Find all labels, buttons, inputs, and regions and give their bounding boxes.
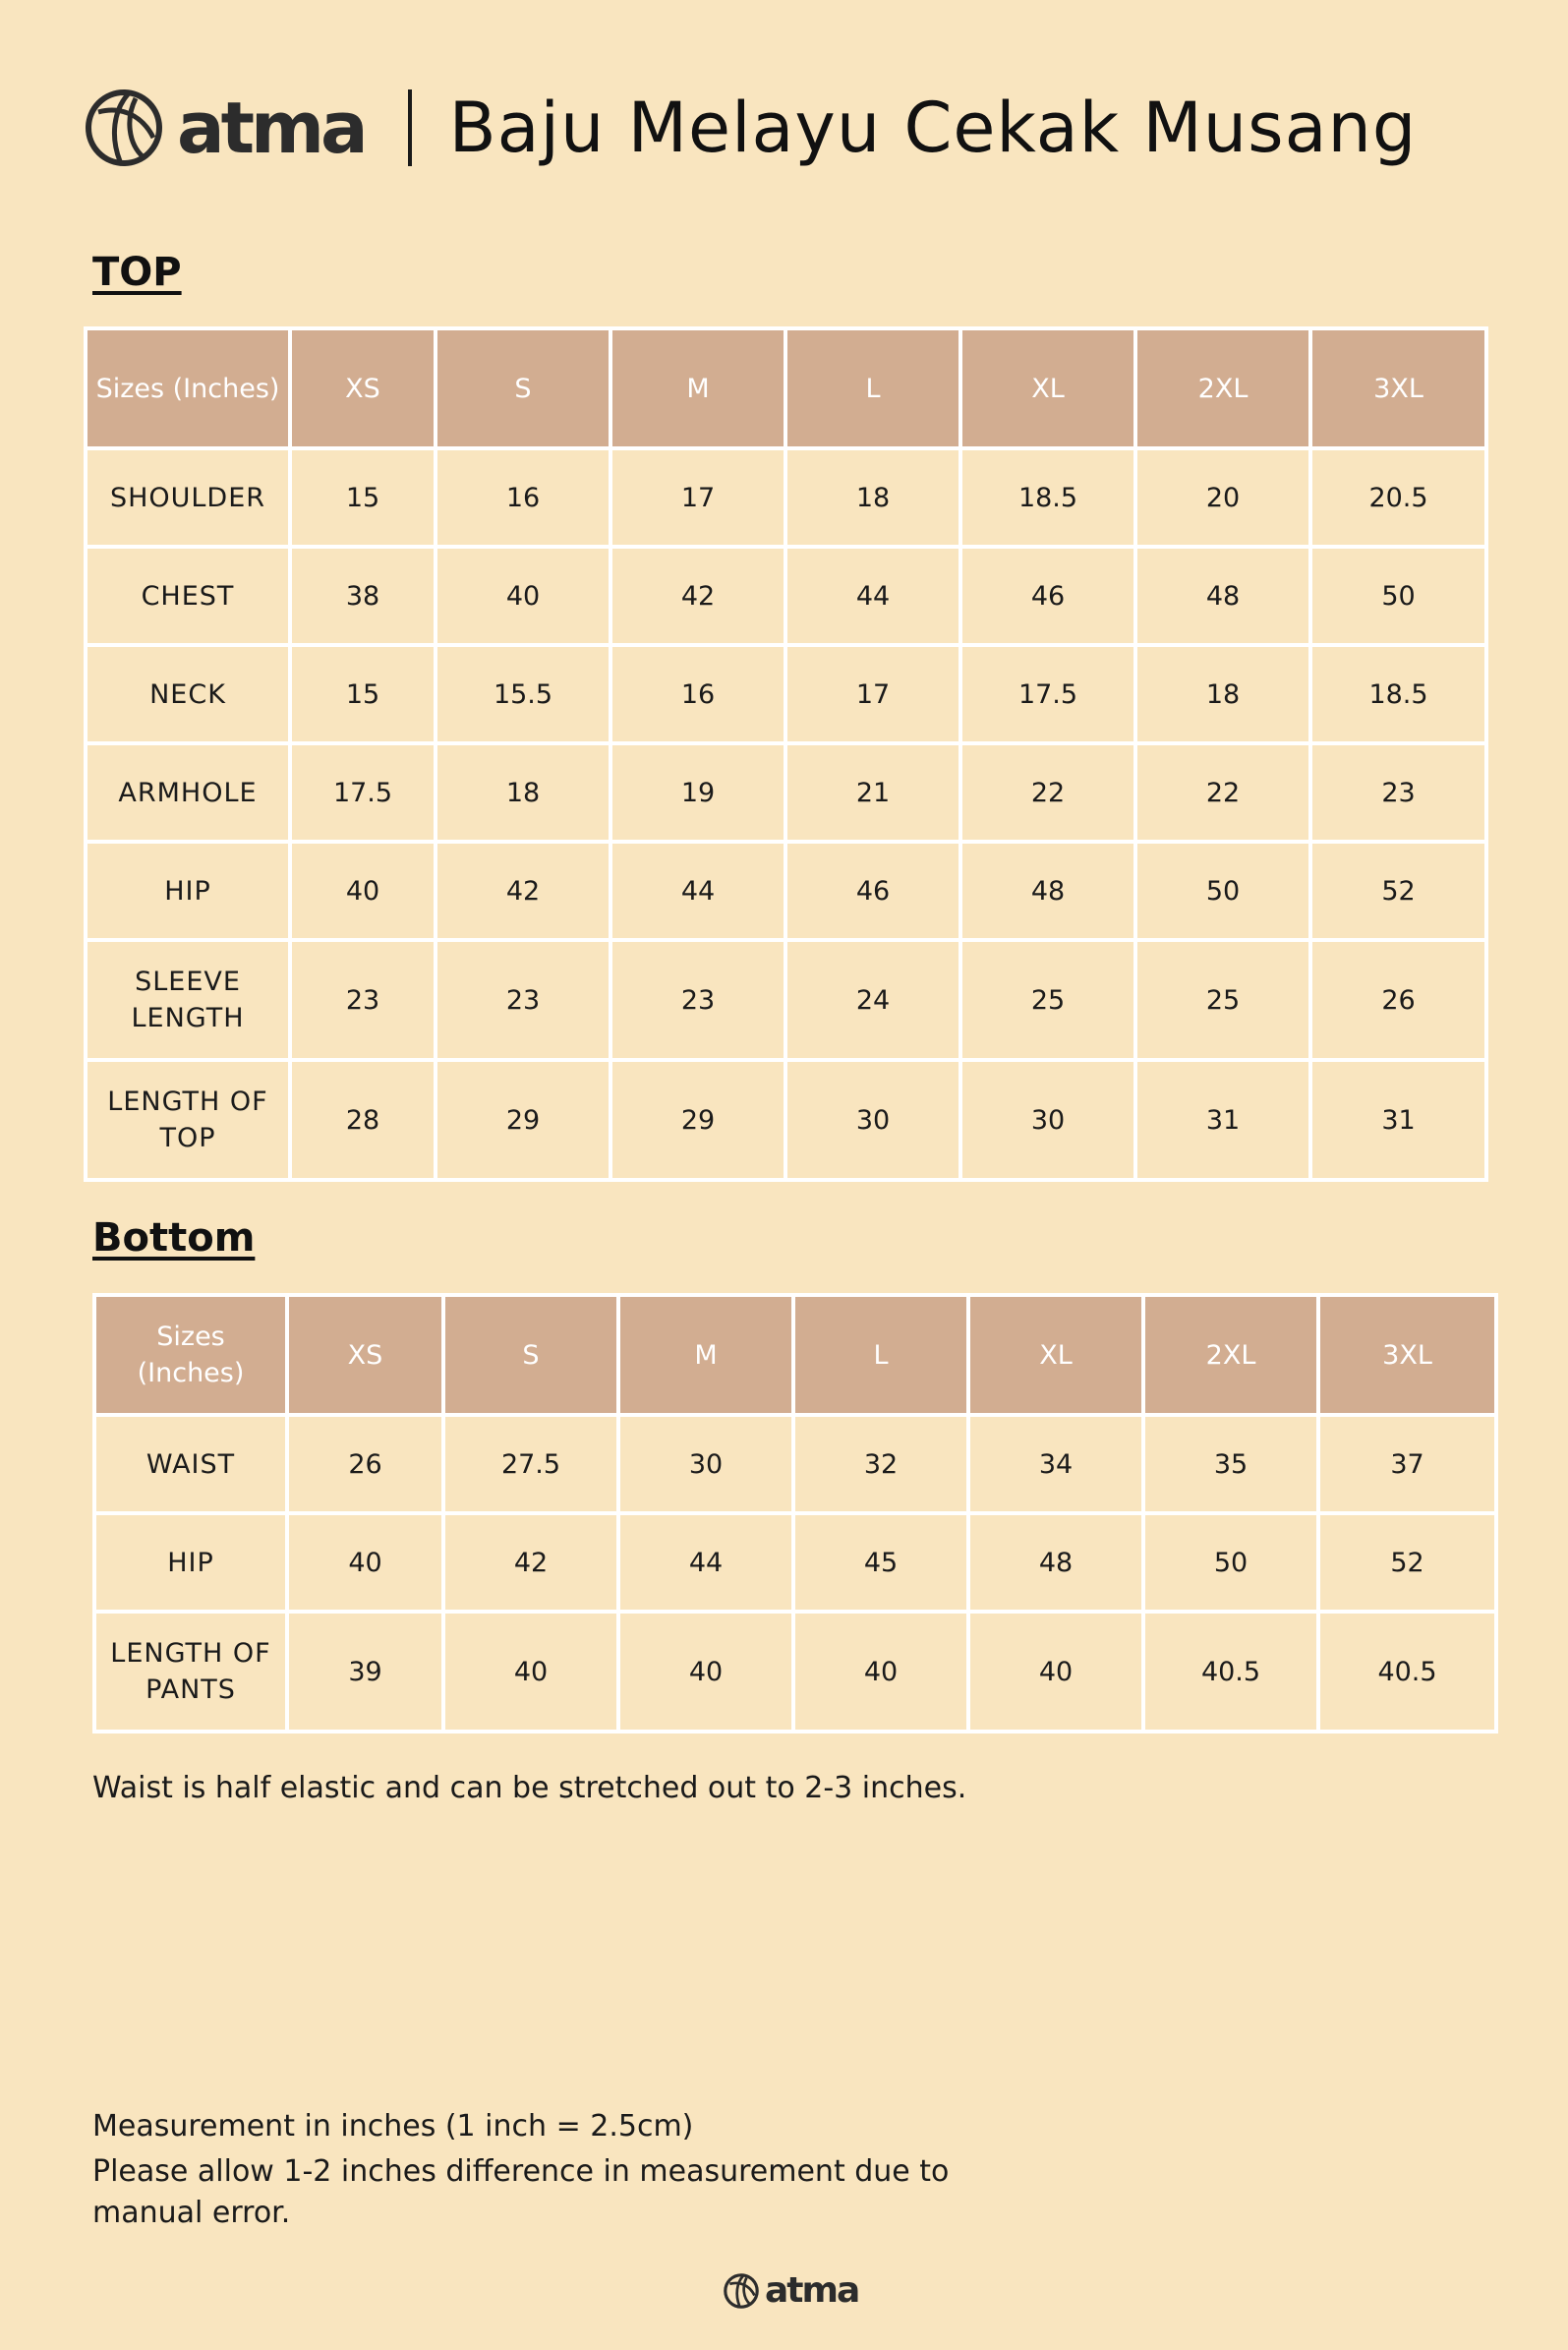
measurement-value: 50 xyxy=(1135,842,1310,940)
measurement-value: 16 xyxy=(610,645,785,743)
measurement-value: 17.5 xyxy=(290,743,436,842)
table-row xyxy=(94,1513,1496,1612)
size-header: XL xyxy=(968,1295,1143,1415)
bottom-section-heading: Bottom xyxy=(92,1215,256,1261)
measurement-label: HIP xyxy=(94,1513,287,1612)
sizes-header: Sizes (Inches) xyxy=(86,328,290,448)
measurement-value: 40.5 xyxy=(1143,1612,1318,1732)
measurement-value: 40 xyxy=(793,1612,968,1732)
measurement-value: 50 xyxy=(1310,547,1486,645)
measurement-value: 35 xyxy=(1143,1415,1318,1513)
size-header: M xyxy=(618,1295,793,1415)
size-header: L xyxy=(785,328,960,448)
measurement-value: 18 xyxy=(1135,645,1310,743)
measurement-value: 25 xyxy=(960,940,1135,1060)
measurement-value: 17.5 xyxy=(960,645,1135,743)
table-row xyxy=(86,743,1486,842)
measurement-value: 40 xyxy=(287,1513,443,1612)
measurement-note: Measurement in inches (1 inch = 2.5cm) xyxy=(92,2109,694,2144)
table-row xyxy=(94,1415,1496,1513)
bottom-size-table xyxy=(92,1293,1498,1733)
measurement-value: 20 xyxy=(1135,448,1310,547)
measurement-value: 30 xyxy=(618,1415,793,1513)
measurement-label: HIP xyxy=(86,842,290,940)
size-header: 2XL xyxy=(1135,328,1310,448)
brand-wordmark: atma xyxy=(177,87,365,169)
measurement-value: 48 xyxy=(1135,547,1310,645)
table-row xyxy=(86,940,1486,1060)
measurement-value: 40 xyxy=(443,1612,618,1732)
footer-wordmark: atma xyxy=(765,2270,859,2311)
brand-logo xyxy=(85,88,365,167)
measurement-label: LENGTH OF PANTS xyxy=(94,1612,287,1732)
measurement-value: 37 xyxy=(1318,1415,1496,1513)
measurement-value: 22 xyxy=(1135,743,1310,842)
measurement-value: 17 xyxy=(610,448,785,547)
atma-ball-icon xyxy=(85,88,163,167)
size-header: 3XL xyxy=(1318,1295,1496,1415)
measurement-label: LENGTH OF TOP xyxy=(86,1060,290,1180)
measurement-value: 26 xyxy=(1310,940,1486,1060)
measurement-value: 18 xyxy=(785,448,960,547)
measurement-value: 29 xyxy=(610,1060,785,1180)
measurement-value: 28 xyxy=(290,1060,436,1180)
size-header: XL xyxy=(960,328,1135,448)
measurement-value: 23 xyxy=(290,940,436,1060)
measurement-label: NECK xyxy=(86,645,290,743)
measurement-value: 25 xyxy=(1135,940,1310,1060)
measurement-value: 31 xyxy=(1310,1060,1486,1180)
size-header: M xyxy=(610,328,785,448)
measurement-value: 30 xyxy=(785,1060,960,1180)
page-title: Baju Melayu Cekak Musang xyxy=(448,88,1418,168)
header-divider xyxy=(408,89,412,166)
measurement-value: 42 xyxy=(436,842,610,940)
size-header: 2XL xyxy=(1143,1295,1318,1415)
measurement-value: 23 xyxy=(436,940,610,1060)
top-size-table xyxy=(84,326,1488,1182)
measurement-value: 44 xyxy=(618,1513,793,1612)
measurement-value: 26 xyxy=(287,1415,443,1513)
table-row xyxy=(86,448,1486,547)
measurement-label: SHOULDER xyxy=(86,448,290,547)
measurement-value: 44 xyxy=(785,547,960,645)
measurement-value: 40 xyxy=(436,547,610,645)
measurement-value: 23 xyxy=(610,940,785,1060)
measurement-value: 40 xyxy=(618,1612,793,1732)
measurement-value: 20.5 xyxy=(1310,448,1486,547)
measurement-value: 22 xyxy=(960,743,1135,842)
measurement-value: 44 xyxy=(610,842,785,940)
sizes-header: Sizes (Inches) xyxy=(94,1295,287,1415)
measurement-value: 48 xyxy=(968,1513,1143,1612)
table-row xyxy=(86,547,1486,645)
table-row xyxy=(86,842,1486,940)
measurement-value: 48 xyxy=(960,842,1135,940)
measurement-value: 16 xyxy=(436,448,610,547)
measurement-value: 18.5 xyxy=(960,448,1135,547)
measurement-value: 40 xyxy=(290,842,436,940)
measurement-value: 40.5 xyxy=(1318,1612,1496,1732)
measurement-value: 23 xyxy=(1310,743,1486,842)
measurement-value: 52 xyxy=(1310,842,1486,940)
size-header: XS xyxy=(287,1295,443,1415)
measurement-value: 15.5 xyxy=(436,645,610,743)
measurement-value: 27.5 xyxy=(443,1415,618,1513)
measurement-value: 19 xyxy=(610,743,785,842)
table-row xyxy=(86,1060,1486,1180)
top-table-header-row xyxy=(86,328,1486,448)
measurement-label: SLEEVE LENGTH xyxy=(86,940,290,1060)
measurement-value: 21 xyxy=(785,743,960,842)
size-header: S xyxy=(436,328,610,448)
measurement-value: 45 xyxy=(793,1513,968,1612)
measurement-value: 52 xyxy=(1318,1513,1496,1612)
measurement-value: 46 xyxy=(785,842,960,940)
measurement-label: CHEST xyxy=(86,547,290,645)
atma-ball-icon xyxy=(724,2273,759,2309)
measurement-value: 18 xyxy=(436,743,610,842)
measurement-label: ARMHOLE xyxy=(86,743,290,842)
measurement-value: 31 xyxy=(1135,1060,1310,1180)
size-header: XS xyxy=(290,328,436,448)
size-header: L xyxy=(793,1295,968,1415)
allowance-note: Please allow 1-2 inches difference in measurement due to manual error. xyxy=(92,2154,950,2230)
top-section-heading: TOP xyxy=(92,250,182,295)
measurement-value: 30 xyxy=(960,1060,1135,1180)
waist-note: Waist is half elastic and can be stretched out to 2-3 inches. xyxy=(92,1771,967,1805)
bottom-table-header-row xyxy=(94,1295,1496,1415)
measurement-value: 38 xyxy=(290,547,436,645)
measurement-value: 46 xyxy=(960,547,1135,645)
measurement-value: 34 xyxy=(968,1415,1143,1513)
table-row xyxy=(94,1612,1496,1732)
measurement-value: 15 xyxy=(290,645,436,743)
page-header xyxy=(85,81,1481,175)
measurement-value: 17 xyxy=(785,645,960,743)
footer-logo xyxy=(724,2270,859,2311)
measurement-value: 50 xyxy=(1143,1513,1318,1612)
measurement-value: 40 xyxy=(968,1612,1143,1732)
measurement-label: WAIST xyxy=(94,1415,287,1513)
measurement-value: 15 xyxy=(290,448,436,547)
size-header: 3XL xyxy=(1310,328,1486,448)
measurement-value: 42 xyxy=(443,1513,618,1612)
measurement-value: 18.5 xyxy=(1310,645,1486,743)
measurement-value: 39 xyxy=(287,1612,443,1732)
measurement-value: 42 xyxy=(610,547,785,645)
table-row xyxy=(86,645,1486,743)
measurement-value: 32 xyxy=(793,1415,968,1513)
size-header: S xyxy=(443,1295,618,1415)
measurement-value: 24 xyxy=(785,940,960,1060)
measurement-value: 29 xyxy=(436,1060,610,1180)
